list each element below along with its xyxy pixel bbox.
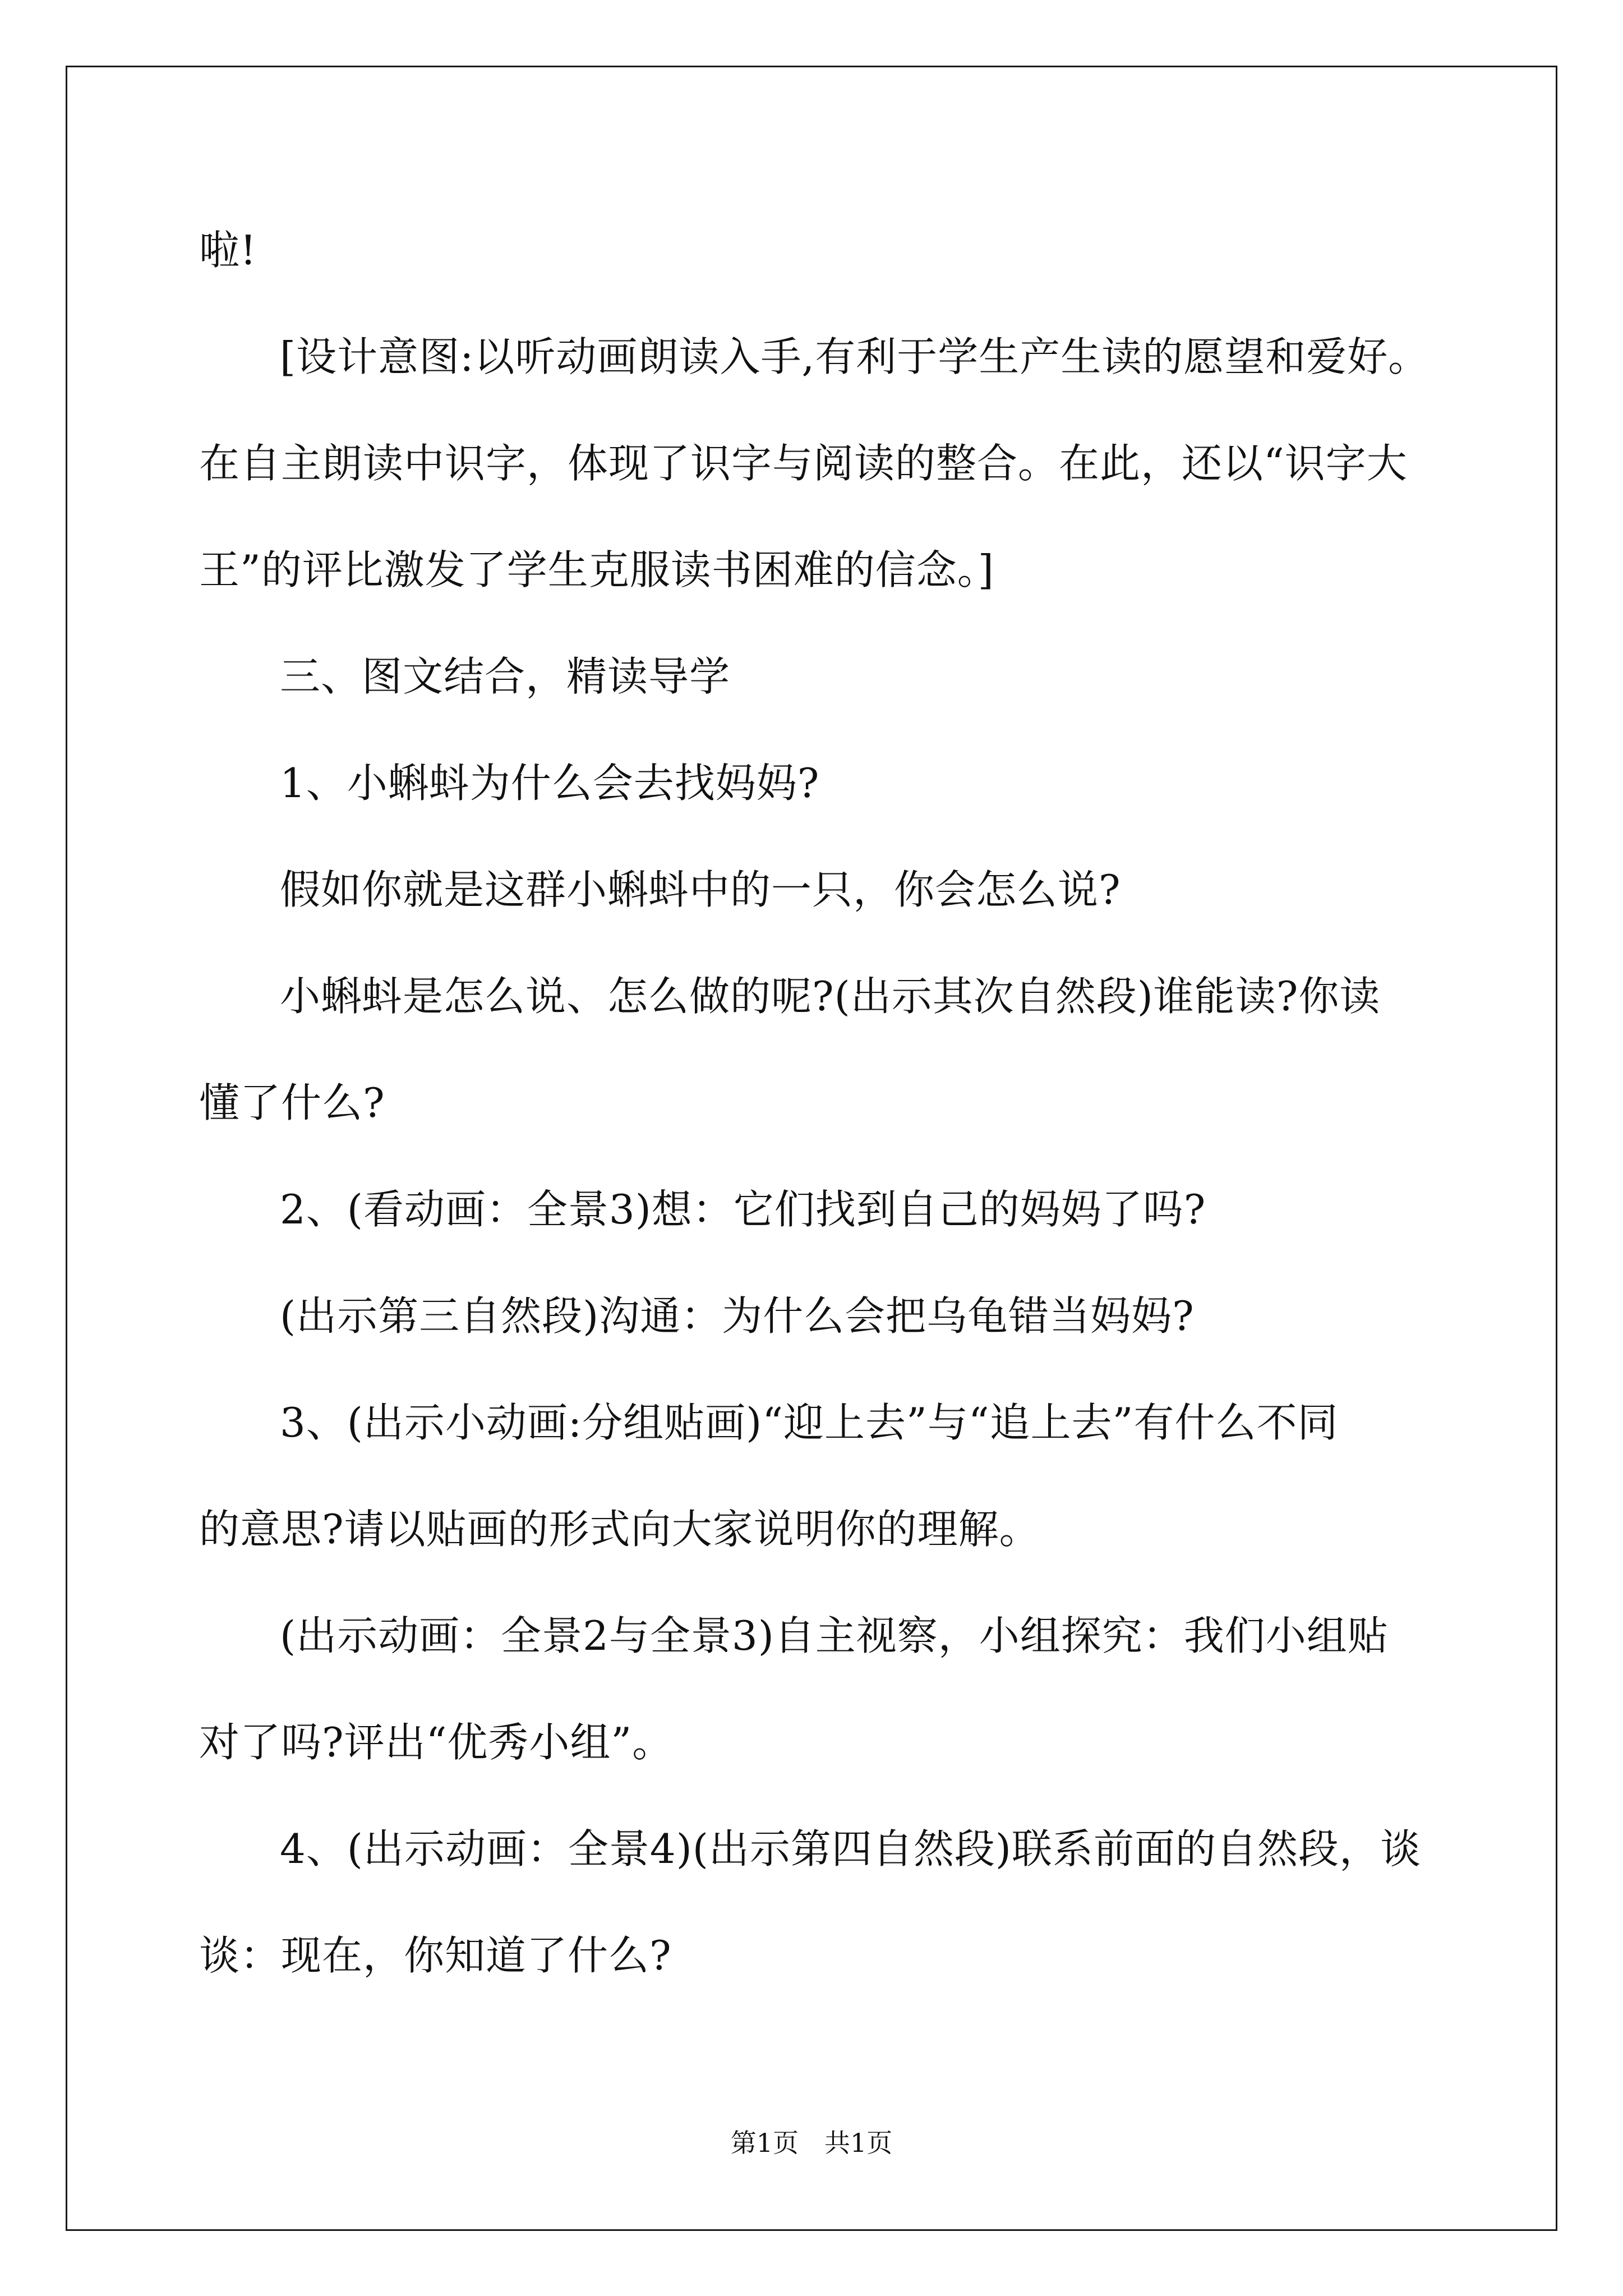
text-line: 3、(出示小动画:分组贴画)“迎上去”与“追上去”有什么不同 bbox=[280, 1399, 1339, 1446]
text-line: 2、(看动画：全景3)想：它们找到自己的妈妈了吗? bbox=[280, 1186, 1206, 1233]
text-line: (出示动画：全景2与全景3)自主视察，小组探究：我们小组贴 bbox=[280, 1612, 1389, 1659]
text-line: 的意思?请以贴画的形式向大家说明你的理解。 bbox=[199, 1506, 1040, 1553]
text-line: 啦! bbox=[199, 227, 257, 274]
section-heading: 三、图文结合，精读导学 bbox=[280, 653, 731, 700]
text-line: 在自主朗读中识字，体现了识字与阅读的整合。在此，还以“识字大 bbox=[199, 440, 1408, 487]
text-line: (出示第三自然段)沟通：为什么会把乌龟错当妈妈? bbox=[280, 1292, 1195, 1340]
page-footer: 第1页 共1页 bbox=[730, 2128, 893, 2158]
text-line: 懂了什么? bbox=[199, 1079, 385, 1126]
text-line: 1、小蝌蚪为什么会去找妈妈? bbox=[280, 760, 820, 807]
text-line: 王”的评比激发了学生克服读书困难的信念。] bbox=[199, 546, 994, 593]
page-border bbox=[66, 66, 1557, 2231]
text-line: 4、(出示动画：全景4)(出示第四自然段)联系前面的自然段，谈 bbox=[280, 1825, 1421, 1872]
text-line: 谈：现在，你知道了什么? bbox=[199, 1932, 672, 1979]
text-line: 假如你就是这群小蝌蚪中的一只，你会怎么说? bbox=[280, 866, 1121, 913]
text-line: 对了吗?评出“优秀小组”。 bbox=[199, 1719, 674, 1766]
text-line: [设计意图:以听动画朗读入手,有利于学生产生读的愿望和爱好。 bbox=[280, 333, 1430, 380]
text-line: 小蝌蚪是怎么说、怎么做的呢?(出示其次自然段)谁能读?你读 bbox=[280, 973, 1381, 1020]
